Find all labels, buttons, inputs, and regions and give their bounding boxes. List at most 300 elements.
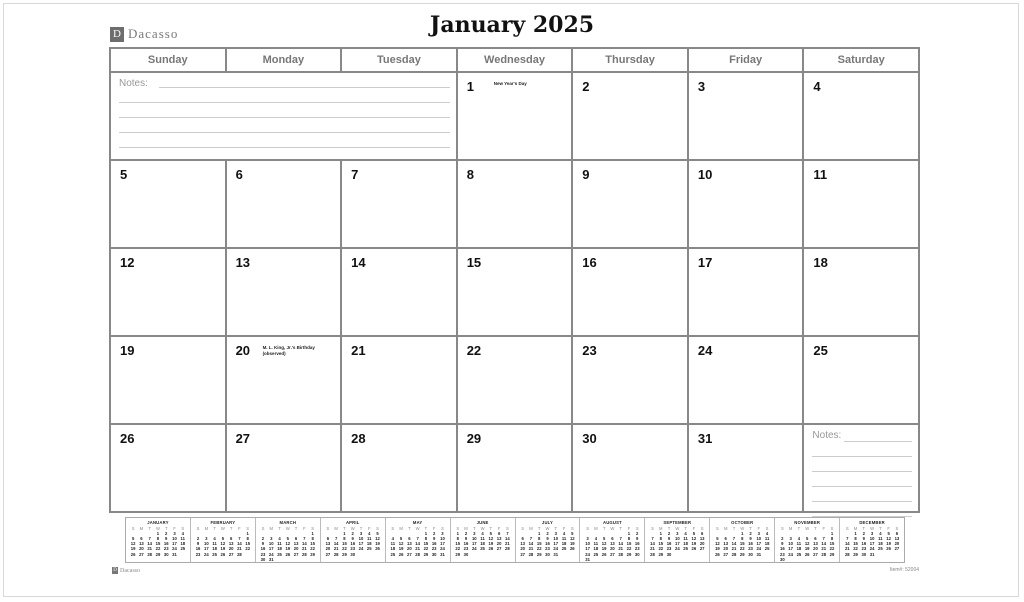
mini-day: 31 — [268, 556, 274, 562]
day-cell[interactable] — [458, 249, 572, 335]
mini-day: 23 — [748, 546, 753, 552]
day-cell[interactable] — [804, 73, 918, 159]
mini-day: 4 — [213, 536, 216, 542]
mini-day: 26 — [375, 546, 380, 552]
mini-day: 11 — [367, 536, 372, 542]
mini-month — [256, 518, 321, 562]
mini-day: 5 — [376, 531, 379, 537]
mini-day: 27 — [139, 551, 144, 557]
mini-day: 1 — [538, 531, 541, 537]
mini-day: 6 — [140, 536, 143, 542]
note-line — [844, 441, 912, 442]
mini-day: 22 — [853, 546, 858, 552]
day-cell[interactable] — [458, 161, 572, 247]
mini-day: 2 — [667, 531, 671, 537]
mini-day: 2 — [165, 531, 168, 537]
mini-day: 7 — [303, 536, 306, 542]
mini-day: 9 — [667, 536, 671, 542]
day-cell[interactable] — [227, 249, 341, 335]
mini-day: 23 — [666, 546, 672, 552]
mini-day: 26 — [569, 546, 575, 552]
mini-day: 1 — [156, 531, 160, 537]
mini-day: 5 — [131, 536, 135, 542]
mini-day: 1 — [456, 531, 459, 537]
note-line — [159, 87, 450, 88]
weekday-header: Friday — [689, 49, 803, 71]
mini-day: 10 — [440, 536, 445, 542]
mini-day: 19 — [130, 546, 136, 552]
mini-day-initial: S — [441, 526, 444, 532]
day-number: 30 — [582, 431, 597, 446]
day-cell[interactable] — [227, 337, 341, 423]
mini-day: 9 — [862, 536, 865, 542]
mini-day: 9 — [351, 536, 354, 542]
mini-day-initial: T — [359, 526, 363, 532]
mini-day-initial: M — [788, 526, 793, 532]
mini-day: 29 — [455, 551, 461, 557]
mini-day: 1 — [311, 531, 314, 537]
mini-day: 7 — [846, 536, 849, 542]
mini-day: 16 — [861, 541, 867, 547]
mini-day: 25 — [878, 546, 883, 552]
day-cell[interactable] — [342, 249, 456, 335]
mini-day: 26 — [715, 551, 720, 557]
mini-day: 3 — [586, 536, 589, 542]
mini-month-grid — [778, 526, 836, 562]
mini-day: 21 — [844, 546, 850, 552]
mini-day: 14 — [237, 541, 242, 547]
mini-day: 10 — [172, 536, 177, 542]
mini-day-initial: T — [408, 526, 411, 532]
notes-label: Notes: — [812, 430, 842, 441]
day-number: 4 — [813, 79, 821, 94]
day-number: 11 — [813, 167, 828, 182]
day-number: 9 — [582, 167, 590, 182]
mini-day: 25 — [683, 546, 688, 552]
mini-day: 1 — [246, 531, 249, 537]
mini-day: 26 — [220, 551, 226, 557]
mini-day: 6 — [814, 536, 817, 542]
mini-day: 22 — [536, 546, 542, 552]
mini-day: 22 — [245, 546, 251, 552]
mini-day: 21 — [237, 546, 242, 552]
mini-day: 20 — [228, 546, 234, 552]
mini-day: 24 — [358, 546, 364, 552]
mini-day-initial: S — [586, 526, 589, 532]
mini-day: 4 — [684, 531, 687, 537]
mini-day: 27 — [407, 551, 412, 557]
mini-day: 14 — [731, 541, 737, 547]
mini-day: 5 — [221, 536, 225, 542]
mini-day: 9 — [636, 536, 639, 542]
day-cell[interactable] — [227, 161, 341, 247]
mini-day: 18 — [180, 541, 186, 547]
day-cell[interactable] — [804, 249, 918, 335]
mini-day: 16 — [463, 541, 469, 547]
mini-day: 6 — [700, 531, 704, 537]
mini-day: 30 — [634, 551, 640, 557]
mini-day: 30 — [260, 556, 266, 562]
mini-day-initial: S — [311, 526, 315, 532]
mini-day-initial: W — [415, 526, 420, 532]
mini-day: 31 — [172, 551, 177, 557]
mini-day: 28 — [731, 551, 737, 557]
mini-day: 15 — [626, 541, 632, 547]
mini-day: 13 — [813, 541, 818, 547]
mini-day: 4 — [562, 531, 566, 537]
mini-day: 18 — [277, 546, 282, 552]
day-cell[interactable] — [573, 425, 687, 511]
mini-day: 15 — [155, 541, 161, 547]
day-cell[interactable] — [689, 73, 803, 159]
mini-day: 24 — [172, 546, 177, 552]
mini-day-initial: T — [424, 526, 428, 532]
brand-name: Dacasso — [128, 26, 179, 41]
mini-day: 26 — [601, 551, 607, 557]
day-number: 18 — [813, 255, 828, 270]
mini-day: 24 — [674, 546, 680, 552]
mini-day: 10 — [471, 536, 477, 542]
mini-day: 8 — [311, 536, 314, 542]
mini-day: 11 — [180, 536, 185, 542]
mini-day: 13 — [293, 541, 299, 547]
mini-day: 27 — [699, 546, 705, 552]
day-cell[interactable] — [573, 337, 687, 423]
mini-day: 29 — [310, 551, 315, 557]
mini-day: 10 — [788, 541, 793, 547]
mini-day: 15 — [739, 541, 745, 547]
mini-day: 13 — [894, 536, 900, 542]
mini-day: 23 — [463, 546, 469, 552]
mini-day: 20 — [610, 546, 615, 552]
mini-day: 11 — [561, 536, 567, 542]
day-cell[interactable] — [227, 425, 341, 511]
day-cell[interactable] — [804, 161, 918, 247]
mini-day: 16 — [163, 541, 169, 547]
mini-month-grid — [713, 526, 771, 557]
mini-day: 27 — [723, 551, 729, 557]
mini-day: 22 — [739, 546, 745, 552]
mini-day-initial: W — [740, 526, 745, 532]
mini-day: 10 — [203, 541, 209, 547]
mini-day: 25 — [390, 551, 396, 557]
mini-day: 20 — [723, 546, 729, 552]
mini-day: 28 — [333, 551, 339, 557]
mini-day: 12 — [569, 536, 575, 542]
mini-day: 2 — [636, 531, 639, 537]
day-cell[interactable] — [111, 161, 225, 247]
mini-day: 20 — [407, 546, 412, 552]
day-cell[interactable] — [342, 337, 456, 423]
mini-day: 7 — [148, 536, 151, 542]
mini-day: 21 — [302, 546, 307, 552]
mini-day: 13 — [520, 541, 525, 547]
mini-day: 30 — [861, 551, 867, 557]
mini-month-grid — [324, 526, 382, 557]
mini-day: 18 — [878, 541, 883, 547]
mini-day: 20 — [894, 541, 900, 547]
mini-day: 25 — [764, 546, 770, 552]
note-line — [812, 501, 912, 502]
mini-day: 24 — [756, 546, 762, 552]
day-cell[interactable] — [689, 161, 803, 247]
year-mini-calendars — [125, 517, 905, 563]
mini-day-initial: W — [545, 526, 550, 532]
day-cell[interactable] — [573, 161, 687, 247]
mini-day: 3 — [870, 531, 874, 537]
mini-day: 16 — [634, 541, 640, 547]
mini-day: 10 — [674, 536, 680, 542]
mini-month-name: APRIL — [345, 520, 360, 525]
mini-day-initial: M — [853, 526, 858, 532]
mini-day: 26 — [285, 551, 291, 557]
mini-day: 12 — [488, 536, 494, 542]
mini-day: 31 — [440, 551, 445, 557]
mini-day: 2 — [433, 531, 436, 537]
mini-day: 26 — [130, 551, 136, 557]
day-cell[interactable] — [573, 249, 687, 335]
mini-day: 9 — [749, 536, 752, 542]
mini-day: 11 — [878, 536, 883, 542]
mini-day: 7 — [238, 536, 241, 542]
mini-day: 8 — [424, 536, 428, 542]
mini-day: 16 — [545, 541, 550, 547]
mini-day: 22 — [829, 546, 835, 552]
mini-day: 7 — [529, 536, 533, 542]
mini-day-initial: M — [529, 526, 533, 532]
day-number: 24 — [697, 343, 713, 358]
mini-month — [386, 518, 451, 562]
mini-day: 14 — [528, 541, 534, 547]
day-cell[interactable] — [111, 425, 225, 511]
mini-day: 17 — [553, 541, 559, 547]
mini-day-initial: S — [456, 526, 460, 532]
day-number: 6 — [235, 167, 243, 182]
mini-day: 9 — [165, 536, 168, 542]
day-cell[interactable] — [342, 425, 456, 511]
mini-day-initial: T — [684, 526, 687, 532]
mini-day-initial: T — [879, 526, 882, 532]
day-number: 1 — [466, 79, 474, 94]
notes-area-small[interactable] — [804, 425, 918, 511]
mini-day: 22 — [423, 546, 429, 552]
day-cell[interactable] — [458, 73, 572, 159]
mini-day: 17 — [358, 541, 364, 547]
mini-day: 11 — [212, 541, 217, 547]
mini-day: 2 — [351, 531, 354, 537]
note-line — [812, 471, 912, 472]
mini-day: 18 — [561, 541, 567, 547]
mini-day: 23 — [861, 546, 867, 552]
mini-day: 22 — [342, 546, 347, 552]
mini-month-name: SEPTEMBER — [663, 520, 692, 525]
mini-day: 27 — [813, 551, 818, 557]
mini-day: 6 — [326, 536, 330, 542]
day-cell[interactable] — [689, 425, 803, 511]
day-cell[interactable] — [689, 249, 803, 335]
mini-day: 8 — [246, 536, 249, 542]
mini-day: 14 — [415, 541, 420, 547]
mini-day: 28 — [618, 551, 624, 557]
mini-day: 15 — [829, 541, 835, 547]
mini-day: 14 — [650, 541, 655, 547]
mini-day: 7 — [822, 536, 825, 542]
mini-day: 23 — [350, 546, 356, 552]
weekday-header: Monday — [227, 49, 341, 71]
mini-month — [840, 518, 904, 562]
mini-day: 23 — [163, 546, 169, 552]
day-number: 8 — [466, 167, 474, 182]
mini-month — [775, 518, 840, 562]
mini-day: 12 — [715, 541, 720, 547]
mini-day: 20 — [293, 546, 299, 552]
mini-day: 11 — [683, 536, 688, 542]
mini-day: 8 — [854, 536, 857, 542]
day-cell[interactable] — [804, 337, 918, 423]
day-cell[interactable] — [458, 337, 572, 423]
mini-day: 2 — [546, 531, 549, 537]
mini-day: 11 — [764, 536, 770, 542]
day-number: 13 — [235, 255, 251, 270]
mini-day: 25 — [796, 551, 802, 557]
mini-day: 9 — [261, 541, 265, 547]
mini-day: 8 — [627, 536, 631, 542]
mini-day-initial: S — [131, 526, 135, 532]
mini-day-initial: M — [399, 526, 403, 532]
mini-day-initial: F — [887, 526, 890, 532]
mini-day: 31 — [585, 556, 590, 562]
mini-month — [516, 518, 581, 562]
mini-day-initial: F — [303, 526, 306, 532]
day-number: 23 — [582, 343, 597, 358]
mini-day-initial: S — [716, 526, 719, 532]
mini-day: 29 — [739, 551, 745, 557]
mini-day: 23 — [195, 551, 201, 557]
mini-day: 6 — [294, 536, 298, 542]
mini-day-initial: F — [238, 526, 241, 532]
mini-day: 19 — [569, 541, 575, 547]
day-cell[interactable] — [111, 249, 225, 335]
mini-day-initial: S — [570, 526, 574, 532]
mini-day: 12 — [375, 536, 380, 542]
mini-day-initial: T — [148, 526, 151, 532]
mini-day: 20 — [325, 546, 331, 552]
mini-day: 19 — [804, 546, 810, 552]
mini-day-initial: T — [343, 526, 346, 532]
mini-day-initial: T — [619, 526, 622, 532]
day-cell[interactable] — [573, 73, 687, 159]
mini-day: 12 — [130, 541, 136, 547]
mini-day: 31 — [756, 551, 762, 557]
day-cell[interactable] — [342, 161, 456, 247]
mini-day: 13 — [407, 541, 412, 547]
mini-day: 31 — [553, 551, 559, 557]
mini-day: 17 — [788, 546, 793, 552]
mini-day: 2 — [196, 536, 200, 542]
weekday-header: Saturday — [804, 49, 918, 71]
note-line — [812, 486, 912, 487]
mini-day: 7 — [416, 536, 419, 542]
day-number: 28 — [351, 431, 366, 446]
mini-month-grid — [454, 526, 512, 557]
mini-day: 10 — [585, 541, 590, 547]
mini-day: 13 — [699, 536, 705, 542]
mini-day: 20 — [520, 546, 525, 552]
mini-day: 6 — [895, 531, 899, 537]
day-number: 12 — [120, 255, 135, 270]
mini-month — [710, 518, 775, 562]
mini-day: 25 — [212, 551, 217, 557]
note-line — [119, 102, 450, 103]
mini-day: 27 — [894, 546, 900, 552]
mini-day: 8 — [343, 536, 346, 542]
brand-mark-icon: D — [110, 27, 124, 42]
day-cell[interactable] — [458, 425, 572, 511]
mini-day: 6 — [521, 536, 524, 542]
mini-day: 26 — [398, 551, 404, 557]
mini-month — [451, 518, 516, 562]
mini-day: 17 — [869, 541, 875, 547]
mini-day: 27 — [496, 546, 502, 552]
mini-day: 5 — [716, 536, 719, 542]
mini-day: 20 — [496, 541, 502, 547]
mini-day-initial: T — [489, 526, 493, 532]
mini-day: 14 — [844, 541, 850, 547]
mini-day: 12 — [691, 536, 697, 542]
mini-day-initial: S — [326, 526, 330, 532]
mini-day: 14 — [821, 541, 827, 547]
mini-day: 4 — [368, 531, 371, 537]
mini-day: 4 — [481, 531, 484, 537]
mini-day-initial: F — [627, 526, 631, 532]
mini-day: 17 — [440, 541, 445, 547]
mini-day: 16 — [666, 541, 672, 547]
mini-day: 30 — [545, 551, 550, 557]
mini-day: 25 — [561, 546, 567, 552]
mini-day: 25 — [180, 546, 186, 552]
mini-day: 11 — [796, 541, 802, 547]
day-number: 29 — [466, 431, 482, 446]
mini-day-initial: M — [723, 526, 728, 532]
mini-day: 30 — [463, 551, 469, 557]
mini-day: 28 — [528, 551, 534, 557]
mini-day: 9 — [433, 536, 436, 542]
weekday-header: Tuesday — [342, 49, 456, 71]
mini-day-initial: W — [870, 526, 875, 532]
mini-month — [126, 518, 191, 562]
day-cell[interactable] — [111, 337, 225, 423]
mini-day-initial: W — [220, 526, 225, 532]
day-cell[interactable] — [689, 337, 803, 423]
mini-day: 15 — [342, 541, 347, 547]
mini-day: 23 — [260, 551, 266, 557]
mini-day: 14 — [302, 541, 307, 547]
mini-month-name: NOVEMBER — [794, 520, 821, 525]
mini-day: 12 — [398, 541, 404, 547]
mini-day: 5 — [571, 531, 574, 537]
mini-month — [580, 518, 645, 562]
footer-brand-name: Dacasso — [120, 567, 140, 574]
mini-day: 15 — [455, 541, 461, 547]
mini-day: 24 — [553, 546, 559, 552]
mini-day-initial: F — [692, 526, 696, 532]
notes-area[interactable] — [111, 73, 456, 159]
mini-day-initial: T — [667, 526, 671, 532]
mini-day: 21 — [415, 546, 420, 552]
mini-day-initial: S — [376, 526, 379, 532]
mini-day: 14 — [618, 541, 624, 547]
mini-day-initial: T — [473, 526, 476, 532]
